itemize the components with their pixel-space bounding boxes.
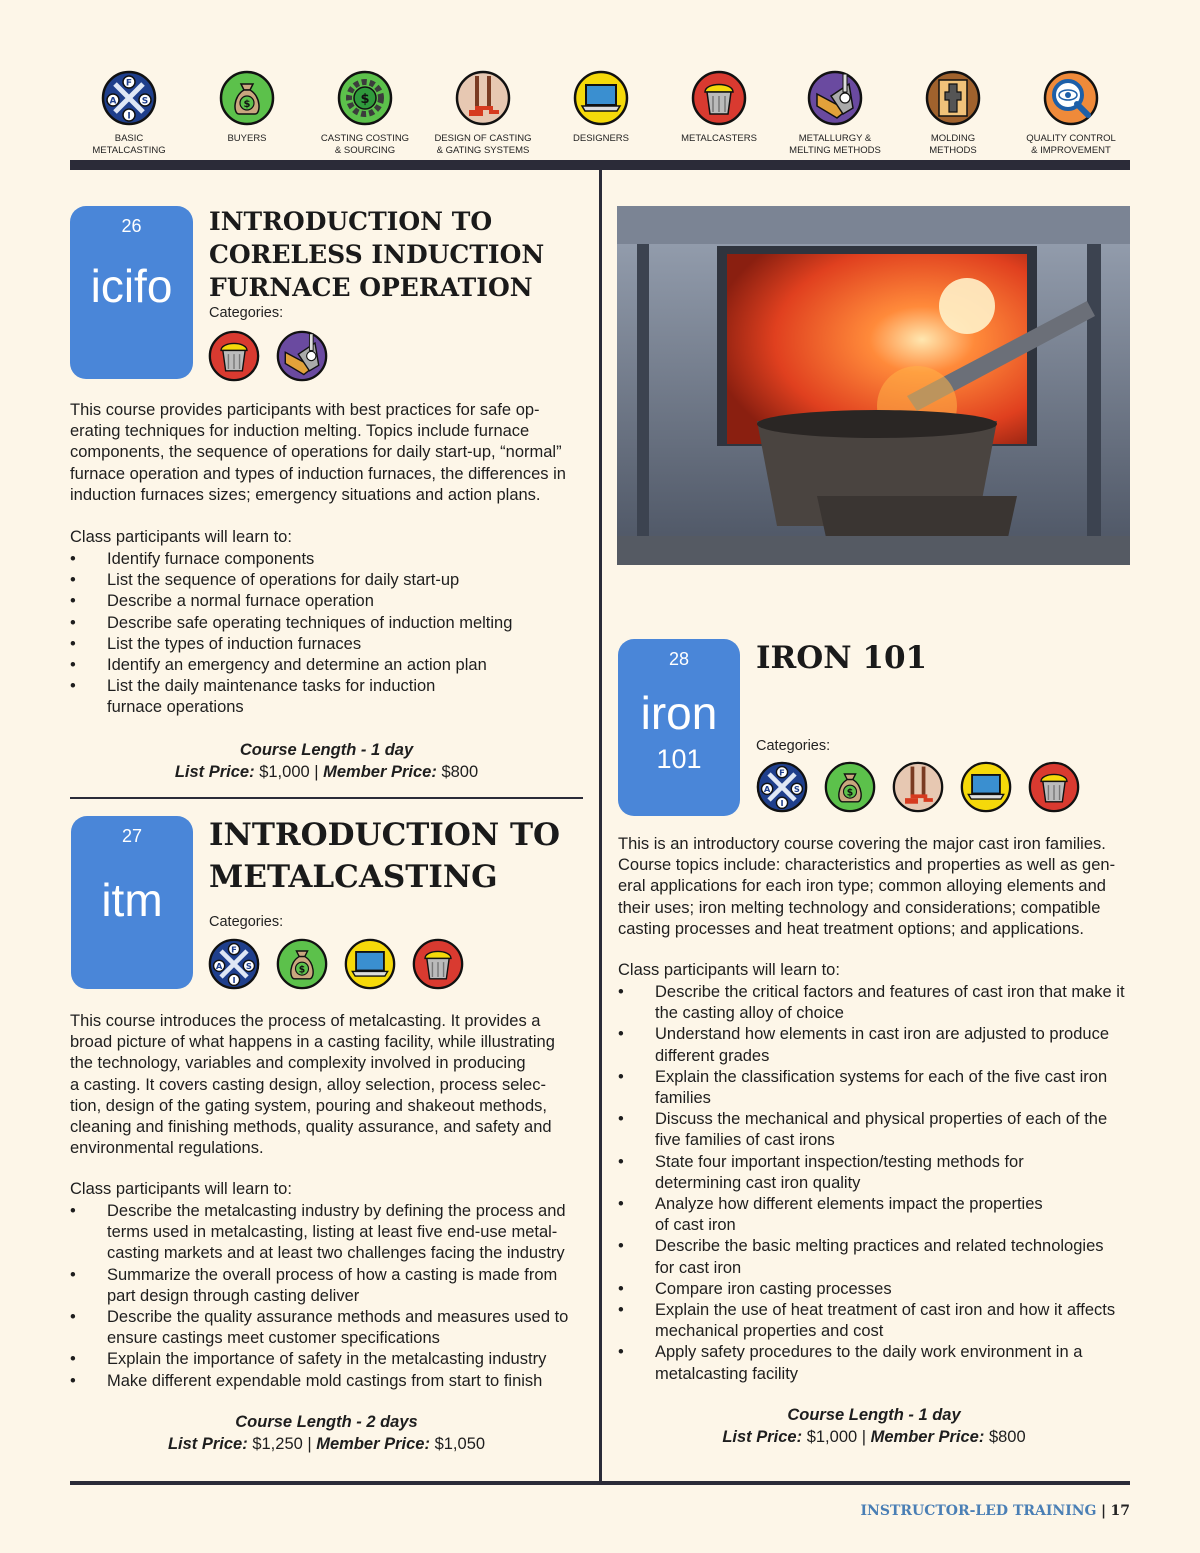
categories-label: Categories: xyxy=(756,738,831,754)
member-price: $1,050 xyxy=(434,1434,486,1453)
list-item: • Describe a normal furnace operation xyxy=(70,591,590,612)
course-description: This course introduces the process of metalcasting. It provides a broad picture of what happens in a casting facility, while illustrating the technology, variables and complexity involved in producing a casting. It covers casting design, alloy selection, process selec- tion, design of the gating system, pouring and shakeout methods, cleaning and finishing methods, quality assurance, and safety and environmental regulations. xyxy=(70,1012,555,1158)
designers-laptop-icon xyxy=(573,70,629,126)
molding-methods-icon xyxy=(925,70,981,126)
course-code: itm xyxy=(101,874,163,926)
course-description: This course provides participants with best practices for safe op- erating techniques for induction melting. Topics include furnace components, the sequence of operations for daily start-up, “normal” furnace operation and types of induction furnaces, the differences in induction furnaces sizes; emergency situations and action plans. xyxy=(70,401,566,504)
course-tile-iron xyxy=(618,639,740,816)
category-label: CASTING COSTING & SOURCING xyxy=(320,133,410,156)
course-number: 26 xyxy=(121,216,142,236)
category-label: QUALITY CONTROL & IMPROVEMENT xyxy=(1026,133,1116,156)
list-item: • Explain the use of heat treatment of cast iron and how it affects mechanical properties and cost xyxy=(618,1300,1138,1342)
course-category-icons xyxy=(208,330,328,382)
course-title: INTRODUCTION TO METALCASTING xyxy=(209,817,561,895)
quality-control-eye-icon xyxy=(1043,70,1099,126)
top-divider xyxy=(70,160,1130,170)
member-price: $800 xyxy=(988,1427,1026,1446)
course-pricing: Course Length - 1 day List Price: $1,000 | Member Price: $800 xyxy=(722,1406,1026,1446)
course-number: 27 xyxy=(121,826,143,846)
learn-list xyxy=(70,1201,590,1392)
member-price-label: Member Price: xyxy=(323,762,437,781)
course-tile-icifo xyxy=(70,206,193,379)
course-code: icifo xyxy=(90,260,173,312)
list-price: $1,000 xyxy=(806,1427,858,1446)
buyers-money-bag-icon xyxy=(276,938,328,990)
course-code-number: 101 xyxy=(656,744,702,774)
list-item: • Apply safety procedures to the daily work environment in a metalcasting facility xyxy=(618,1342,1138,1384)
category-buyers[interactable] xyxy=(188,70,306,145)
column-divider xyxy=(599,170,602,1482)
list-item: • Identify furnace components xyxy=(70,549,590,570)
metalcasters-helmet-icon xyxy=(208,330,260,382)
bottom-divider xyxy=(70,1481,1130,1485)
list-item: • List the sequence of operations for daily start-up xyxy=(70,570,590,591)
footer-separator: | xyxy=(1100,1503,1107,1519)
list-item: • Describe the basic melting practices and related technologies for cast iron xyxy=(618,1236,1138,1278)
category-label: DESIGN OF CASTING & GATING SYSTEMS xyxy=(434,133,532,156)
metalcasters-helmet-icon xyxy=(691,70,747,126)
basic-metalcasting-icon xyxy=(756,761,808,813)
list-item: • Explain the importance of safety in the metalcasting industry xyxy=(70,1349,590,1370)
list-item: • Describe safe operating techniques of induction melting xyxy=(70,613,590,634)
course-tile-itm xyxy=(71,816,193,989)
list-price-label: List Price: xyxy=(722,1427,803,1446)
list-item: • Explain the classification systems for each of the five cast iron families xyxy=(618,1067,1138,1109)
member-price-label: Member Price: xyxy=(316,1434,430,1453)
design-gating-icon xyxy=(892,761,944,813)
list-item: • List the daily maintenance tasks for induction furnace operations xyxy=(70,676,590,718)
category-label: BUYERS xyxy=(227,133,267,144)
page-number: 17 xyxy=(1110,1503,1130,1519)
categories-label: Categories: xyxy=(209,914,284,930)
course-title: INTRODUCTION TO CORELESS INDUCTION FURNACE OPERATION xyxy=(209,207,545,302)
course-category-icons xyxy=(208,938,464,990)
list-item: • Compare iron casting processes xyxy=(618,1279,1138,1300)
course-description: This is an introductory course covering the major cast iron families. Course topics include: characteristics and properties as well as gen- eral applications for each iron type; common alloying elements and their uses; iron melting technology and considerations; compatible casting processes and heat treatment options; and applications. xyxy=(618,835,1116,938)
list-item: • Analyze how different elements impact the properties of cast iron xyxy=(618,1194,1138,1236)
list-price: $1,000 xyxy=(259,762,310,781)
list-item: • State four important inspection/testing methods for determining cast iron quality xyxy=(618,1152,1138,1194)
buyers-money-bag-icon xyxy=(824,761,876,813)
metalcasters-helmet-icon xyxy=(412,938,464,990)
category-designers[interactable] xyxy=(542,70,660,145)
member-price: $800 xyxy=(441,762,479,781)
list-item: • Summarize the overall process of how a casting is made from part design through casting deliver xyxy=(70,1265,590,1307)
category-metallurgy[interactable] xyxy=(776,70,894,157)
course-number: 28 xyxy=(668,649,690,669)
list-item: • Make different expendable mold castings from start to finish xyxy=(70,1371,590,1392)
learn-list xyxy=(618,982,1138,1385)
designers-laptop-icon xyxy=(344,938,396,990)
category-casting-costing[interactable] xyxy=(306,70,424,157)
category-label: MOLDING METHODS xyxy=(929,133,977,156)
course-code: iron xyxy=(640,687,718,739)
course-length: Course Length - 1 day xyxy=(787,1406,961,1424)
course-pricing: Course Length - 2 days List Price: $1,250 | Member Price: $1,050 xyxy=(167,1413,486,1453)
category-label: BASIC METALCASTING xyxy=(92,133,166,156)
course-category-icons xyxy=(756,761,1080,813)
list-item: • Discuss the mechanical and physical properties of each of the five families of cast irons xyxy=(618,1109,1138,1151)
section-divider xyxy=(70,797,583,799)
category-metalcasters[interactable] xyxy=(660,70,778,145)
list-price: $1,250 xyxy=(252,1434,303,1453)
category-molding[interactable] xyxy=(894,70,1012,157)
designers-laptop-icon xyxy=(960,761,1012,813)
course-title: IRON 101 xyxy=(756,640,928,676)
learn-heading: Class participants will learn to: xyxy=(70,528,292,546)
basic-metalcasting-icon xyxy=(101,70,157,126)
list-item: • Describe the quality assurance methods and measures used to ensure castings meet customer specifications xyxy=(70,1307,590,1349)
category-label: METALLURGY & MELTING METHODS xyxy=(789,133,881,156)
list-item: • Describe the metalcasting industry by defining the process and terms used in metalcasting, listing at least five end-use metal- casting markets and at least two challenges facing the industry xyxy=(70,1201,590,1265)
furnace-pouring-photo xyxy=(617,206,1130,565)
category-design-gating[interactable] xyxy=(424,70,542,157)
list-price-label: List Price: xyxy=(167,1434,248,1453)
course-pricing: Course Length - 1 day List Price: $1,000 | Member Price: $800 xyxy=(174,741,479,781)
page-footer xyxy=(861,1503,1131,1519)
list-item: • List the types of induction furnaces xyxy=(70,634,590,655)
learn-heading: Class participants will learn to: xyxy=(618,961,840,979)
metallurgy-ladle-icon xyxy=(276,330,328,382)
learn-list xyxy=(70,549,590,719)
list-item: • Describe the critical factors and features of cast iron that make it the casting alloy of choice xyxy=(618,982,1138,1024)
list-item: • Identify an emergency and determine an action plan xyxy=(70,655,590,676)
list-price-label: List Price: xyxy=(174,762,255,781)
learn-heading: Class participants will learn to: xyxy=(70,1180,292,1198)
design-gating-icon xyxy=(455,70,511,126)
categories-label: Categories: xyxy=(209,305,284,321)
metallurgy-ladle-icon xyxy=(807,70,863,126)
category-label: DESIGNERS xyxy=(573,133,629,144)
course-length: Course Length - 2 days xyxy=(235,1413,418,1431)
casting-costing-gear-icon xyxy=(337,70,393,126)
course-length: Course Length - 1 day xyxy=(239,741,414,759)
category-label: METALCASTERS xyxy=(681,133,757,144)
list-item: • Understand how elements in cast iron are adjusted to produce different grades xyxy=(618,1024,1138,1066)
footer-title: INSTRUCTOR-LED TRAINING xyxy=(860,1503,1097,1519)
category-basic-metalcasting[interactable] xyxy=(70,70,188,157)
buyers-money-bag-icon xyxy=(219,70,275,126)
basic-metalcasting-icon xyxy=(208,938,260,990)
member-price-label: Member Price: xyxy=(870,1427,985,1446)
category-quality-control[interactable] xyxy=(1012,70,1130,157)
metalcasters-helmet-icon xyxy=(1028,761,1080,813)
